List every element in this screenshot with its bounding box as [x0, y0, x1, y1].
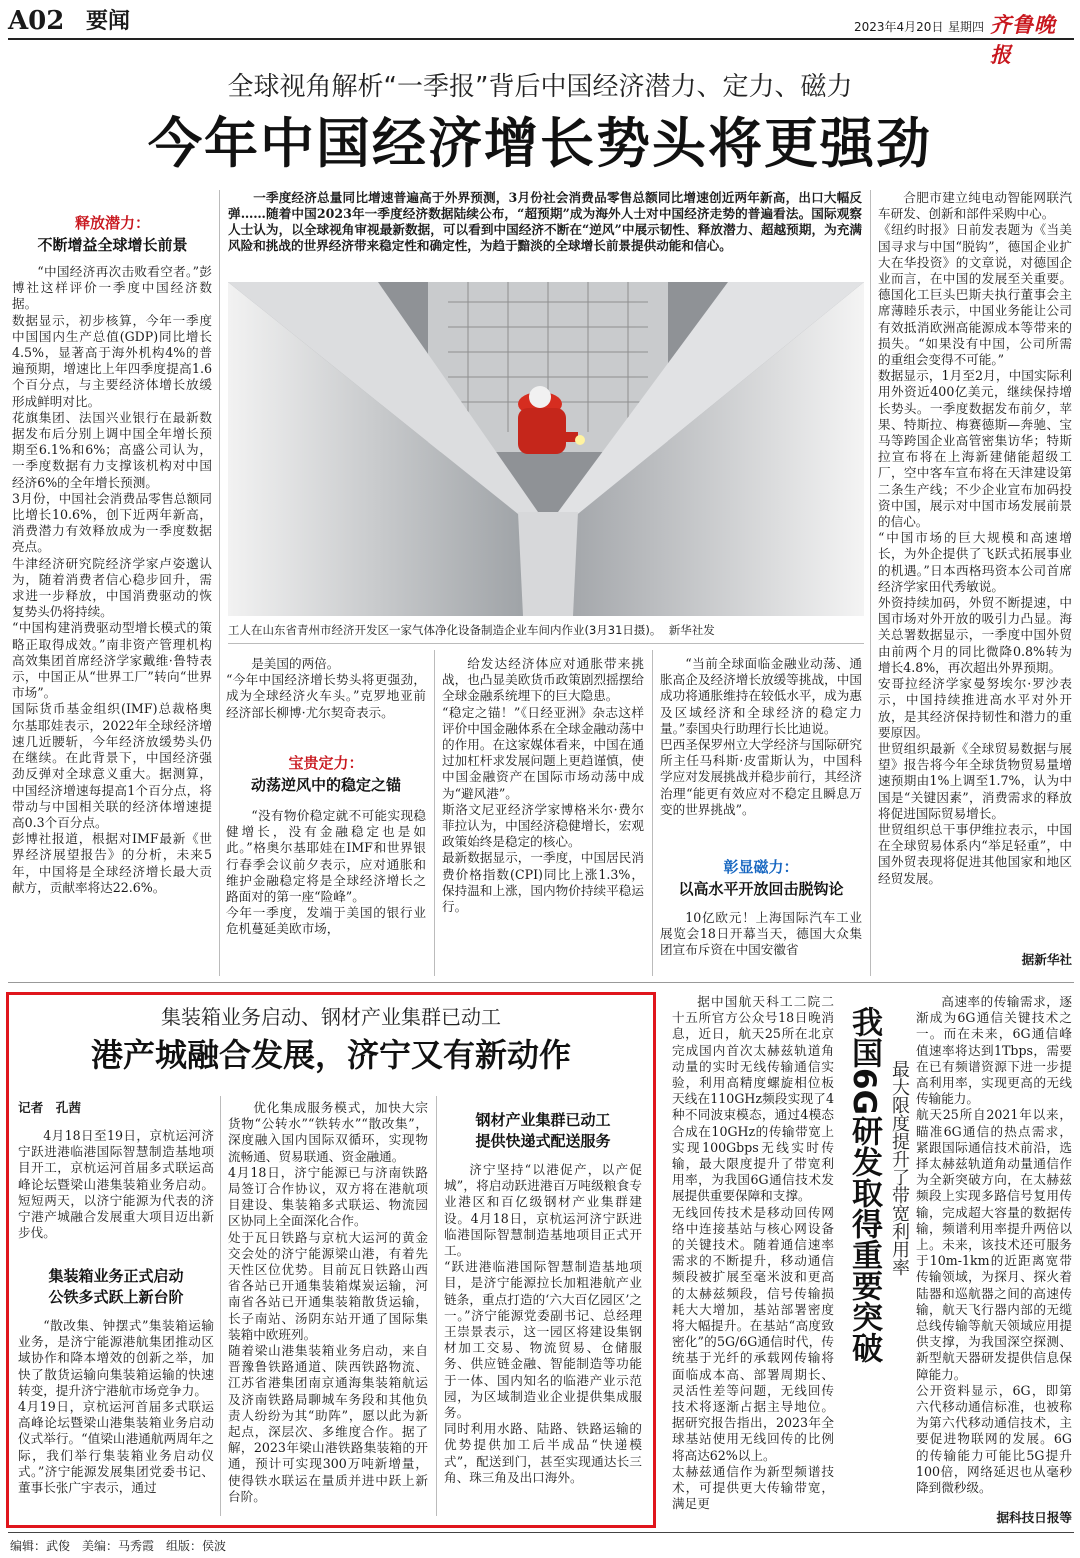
port-col2-text: 优化集成服务模式，加快大宗货物“公转水”“铁转水”“散改集”，深度融入国内国际双循环，实现物流畅通、贸易联通、资金融通。 4月18日，济宁能源已与济南铁路局签订合作协议，双方将在港航项目建设、集装箱多式联运、物流园区协同上全面深化合作。 处于瓦日铁路与京杭大运河的黄金交会处的济宁能源梁山港，有着先天性区位优势。目前瓦日铁路山西省各站已开通集装箱煤炭运输，河南省各站已开通集装箱散货运输，长子南站、汤阴东站开通了国际集装箱中欧班列。 随着梁山港集装箱业务启动，来自晋豫鲁铁路通道、陕西铁路物流、江苏省港集团南京通海集装箱航运及济南铁路局聊城车务段和其他负责人纷纷为其“助阵”，愿以此为新起点，深层次、多维度合作。据了解，2023年梁山港铁路集装箱的开通，预计可实现300万吨新增量，使得铁水联运在量质并进中跃上新台阶。: [228, 1100, 428, 1504]
sixg-col2-text: 高速率的传输需求，逐渐成为6G通信关键技术之一。而在未来，6G通信峰值速率将达到1Tbps，需要在已有频谱资源下进一步提高利用率，实现更高的无线传输能力。 航天25所自2021年以来，瞄准6G通信的热点需求，紧跟国际通信技术前沿，选择太赫兹轨道角动量通信作为全新突破方向，在太赫兹频段上实现多路信号复用传输，完成超大容量的数据传输，频谱利用率提升两倍以上。未来，该技术还可服务于10m-1km的近距离宽带传输领域，为探月、探火着陆器和巡航器之间的高速传输，航天飞行器内部的无缆总线传输等航天领域应用提供支撑，为我国深空探测、新型航天器研发提供信息保障能力。 公开资料显示，6G，即第六代移动通信标准，也被称为第六代移动通信技术，主要促进物联网的发展。6G的传输能力可能比5G提升100倍，网络延迟也从毫秒降到微秒级。: [916, 994, 1072, 1496]
lead-source: 据新华社: [1021, 952, 1072, 967]
port-col1b-text: “散改集、钟摆式”集装箱运输业务，是济宁能源港航集团推动区域协作和降本增效的创新之举，加快了散货运输向集装箱运输的快速转变，提升济宁港航市场竞争力。 4月19日，京杭运河首届多式联运高峰论坛暨梁山港集装箱业务启动仪式举行。“值梁山港通航两周年之际，我们举行集装箱业务启动仪式。”济宁能源发展集团党委书记、董事长张广宇表示，通过: [18, 1318, 214, 1496]
port-kicker: 集装箱业务启动、钢材产业集群已动工: [161, 1005, 501, 1029]
newspaper-logo: 齐鲁晚报: [990, 12, 1056, 67]
lead-intro: 一季度经济总量同比增速普遍高于外界预测，3月份社会消费品零售总额同比增速创近两年新高，出口大幅反弹……随着中国2023年一季度经济数据陆续公布，“超预期”成为海外人士对中国经济走势的普遍看法。国际观察人士认为，以全球视角审视最新数据，可以看到中国经济不断在“逆风”中展示韧性、释放潜力、超越预期，为充满风险和挑战的世界经济带来稳定性和确定性，为趋于黯淡的全球增长前景提供动能和信心。: [228, 190, 862, 253]
header-rule: [8, 38, 1074, 40]
lead-col4b-text: 10亿欧元！上海国际汽车工业展览会18日开幕当天，德国大众集团宣布斥资在中国安徽省: [660, 910, 862, 958]
sixg-subhead: 最大限度提升了带宽利用率: [889, 1060, 910, 1276]
lead-sub3-blue: 彰显磁力：: [723, 858, 799, 876]
lead-col1-text: “中国经济再次击败看空者。”彭博社这样评价一季度中国经济数据。 数据显示，初步核算，今年一季度中国国内生产总值(GDP)同比增长4.5%，显著高于海外机构4%的普遍预期，增速比上年四季度提高1.6个百分点，与主要经济体增长放缓形成鲜明对比。 花旗集团、法国兴业银行在最新数据发布后分别上调中国全年增长预期至6.1%和6%；高盛公司认为，一季度数据有力支撑该机构对中国经济6%的全年增长预测。 3月份，中国社会消费品零售总额同比增长10.6%，创下近两年新高，消费潜力有效释放成为一季度数据亮点。 牛津经济研究院经济学家卢姿邈认为，随着消费者信心稳步回升，需求进一步释放，中国消费驱动的恢复势头仍将持续。 “中国构建消费驱动型增长模式的策略正取得成效。”南非资产管理机构高效集团首席经济学家戴维·鲁特表示，中国正从“世界工厂”转向“世界市场”。 国际货币基金组织(IMF)总裁格奥尔基耶娃表示，2022年全球经济增速几近腰斩，今年经济放缓势头仍在继续。在此背景下，中国经济强劲反弹对全球意义重大。据测算，中国经济增速每提高1个百分点，将带动与中国相关联的经济体增速提高0.3个百分点。 彭博社报道，根据对IMF最新《世界经济展望报告》的分析，未来5年，中国将是全球经济增长最大贡献方，贡献率将达22.6%。: [12, 264, 212, 895]
lead-col2-text: 是美国的两倍。 “今年中国经济增长势头将更强劲，成为全球经济火车头。”克罗地亚前经济部长柳博·尤尔契奇表示。: [226, 656, 426, 720]
port-col3-text: 济宁坚持“以港促产，以产促城”，将启动跃进港百万吨级粮食专业港区和百亿级钢材产业集群建设。4月18日，京杭运河济宁跃进临港国际智慧制造基地项目正式开工。 “跃进港临港国际智慧制造基地项目，是济宁能源拉长加粗港航产业链条，重点打造的‘六大百亿园区’之一。”济宁能源党委副书记、总经理王崇景表示，这一园区将建设集钢材加工交易、物流贸易、仓储服务、供应链金融、智能制造等功能于一体、国内知名的临港产业示范园，为区域制造业企业提供集成服务。 同时利用水路、陆路、铁路运输的优势提供加工后半成品“快递模式”，配送到门，甚至实现通达长三角、珠三角及出口海外。: [444, 1162, 642, 1485]
lead-sub3-black: 以高水平开放回击脱钩论: [678, 880, 844, 898]
lead-sub1-red: 释放潜力：: [74, 214, 150, 232]
issue-date: 2023年4月20日: [854, 20, 944, 34]
lead-col4-text: “当前全球面临金融业动荡、通胀高企及经济增长放缓等挑战，中国成功将通胀维持在较低水平，成为惠及区域经济和全球经济的稳定力量。”泰国央行助理行长比迪说。 巴西圣保罗州立大学经济与国际研究所主任马科斯·皮雷斯认为，中国科学应对发展挑战并稳步前行，其经济治理“能更有效应对不稳定且瞬息万变的世界挑战”。: [660, 656, 862, 817]
lead-kicker: 全球视角解析“一季报”背后中国经济潜力、定力、磁力: [227, 72, 853, 102]
port-headline: 港产城融合发展，济宁又有新动作: [90, 1036, 571, 1074]
lead-photo: [228, 282, 864, 616]
footer-credits: 编辑：武俊 美编：马秀霞 组版：侯波: [10, 1539, 227, 1553]
lead-sub1-black: 不断增益全球增长前景: [37, 236, 188, 254]
page-header: [8, 6, 1074, 67]
lead-headline: 今年中国经济增长势头将更强劲: [148, 112, 932, 175]
lead-col3-text: 给发达经济体应对通胀带来挑战，也凸显美欧货币政策剧烈摇摆给全球金融系统埋下的巨大隐患。 “稳定之锚！”《日经亚洲》杂志这样评价中国金融体系在全球金融动荡中的作用。在这家媒体看来，中国在通过加杠杆求发展问题上更趋谨慎，使中国金融资产在国际市场动荡中成为“避风港”。 斯洛文尼亚经济学家博格米尔·费尔菲拉认为，中国经济稳健增长，宏观政策始终是稳定的核心。 最新数据显示，一季度，中国居民消费价格指数(CPI)同比上涨1.3%，保持温和上涨，国内物价持续平稳运行。: [442, 656, 644, 915]
section-name: 要闻: [86, 9, 131, 34]
port-byline: 记者 孔茜: [18, 1100, 81, 1115]
factory-worker-illustration: [228, 282, 864, 616]
sixg-source: 据科技日报等: [996, 1510, 1072, 1525]
photo-caption: 工人在山东省青州市经济开发区一家气体净化设备制造企业车间内作业(3月31日摄)。 新华社发: [228, 623, 715, 637]
lead-col2b-text: “没有物价稳定就不可能实现稳健增长，没有金融稳定也是如此。”格奥尔基耶娃在IMF和世界银行春季会议前夕表示，应对通胀和维护金融稳定将是全球经济增长之路面对的第一座“险峰”。 今年一季度，发端于美国的银行业危机蔓延美欧市场，: [226, 808, 426, 937]
port-sub2: 钢材产业集群已动工 提供快递式配送服务: [475, 1111, 611, 1150]
page-number: A02: [8, 6, 65, 36]
sixg-col1-text: 据中国航天科工二院二十五所官方公众号18日晚消息，近日，航天25所在北京完成国内首次太赫兹轨道角动量的实时无线传输通信实验，利用高精度螺旋相位板天线在110GHz频段实现了4种不同波束模态，通过4模态合成在10GHz的传输带宽上实现100Gbps无线实时传输，最大限度提升了带宽利用率，为我国6G通信技术发展提供重要保障和支撑。 无线回传技术是移动回传网络中连接基站与核心网设备的关键技术。随着通信速率需求的不断提升，移动通信频段被扩展至毫米波和更高的太赫兹频段，信号传输损耗大大增加，基站部署密度将大幅提升。在基站“高度致密化”的5G/6G通信时代，传统基于光纤的承载网传输将面临成本高、部署周期长、灵活性差等问题，无线回传技术将逐渐占据主导地位。据研究报告指出，2023年全球基站使用无线回传的比例将高达62%以上。 太赫兹通信作为新型频谱技术，可提供更大传输带宽，满足更: [672, 994, 834, 1512]
port-col1-text: 4月18日至19日，京杭运河济宁跃进港临港国际智慧制造基地项目开工，京杭运河首届多式联运高峰论坛暨梁山港集装箱业务启动。短短两天，以济宁能源为代表的济宁港产城融合发展重大项目迈出新步伐。: [18, 1128, 214, 1241]
lead-sub2-red: 宝贵定力：: [288, 754, 364, 772]
port-sub1: 集装箱业务正式启动 公铁多式跃上新台阶: [48, 1267, 184, 1306]
lead-sub2-black: 动荡逆风中的稳定之锚: [250, 776, 401, 794]
sixg-headline: 我国6G研发取得重要突破: [846, 1006, 882, 1364]
lead-col5-text: 合肥市建立纯电动智能网联汽车研发、创新和部件采购中心。 《纽约时报》日前发表题为《当美国寻求与中国“脱钩”，德国企业扩大在华投资》的文章说，对德国企业而言，在中国的发展至关重要。德国化工巨头巴斯夫执行董事会主席薄睦乐表示，中国业务能让公司有效抵消欧洲高能源成本等带来的损失。“如果没有中国，公司所需的重组会变得不可能。” 数据显示，1月至2月，中国实际利用外资近400亿美元，继续保持增长势头。一季度数据发布前夕，苹果、特斯拉、梅赛德斯—奔驰、宝马等跨国企业高管密集访华；特斯拉宣布将在上海新建储能超级工厂，空中客车宣布将在天津建设第二条生产线；不少企业宣布加码投资中国，展示对中国市场发展前景的信心。 “中国市场的巨大规模和高速增长，为外企提供了飞跃式拓展事业的机遇。”日本西格玛资本公司首席经济学家田代秀敏说。 外资持续加码，外贸不断提速，中国市场对外开放的吸引力凸显。海关总署数据显示，一季度中国外贸由前两个月的同比微降0.8%转为增长4.8%，再次超出外界预期。 安哥拉经济学家曼努埃尔·罗沙表示，中国持续推进高水平对外开放，是其经济保持韧性和潜力的重要原因。 世贸组织最新《全球贸易数据与展望》报告将今年全球货物贸易量增速预期由1%上调至1.7%，认为中国是“关键因素”，消费需求的释放将促进国际贸易增长。 世贸组织总干事伊维拉表示，中国在全球贸易体系内“举足轻重”，中国外贸表现将促进其他国家和地区经贸发展。: [878, 190, 1072, 886]
issue-weekday: 星期四: [948, 20, 985, 34]
